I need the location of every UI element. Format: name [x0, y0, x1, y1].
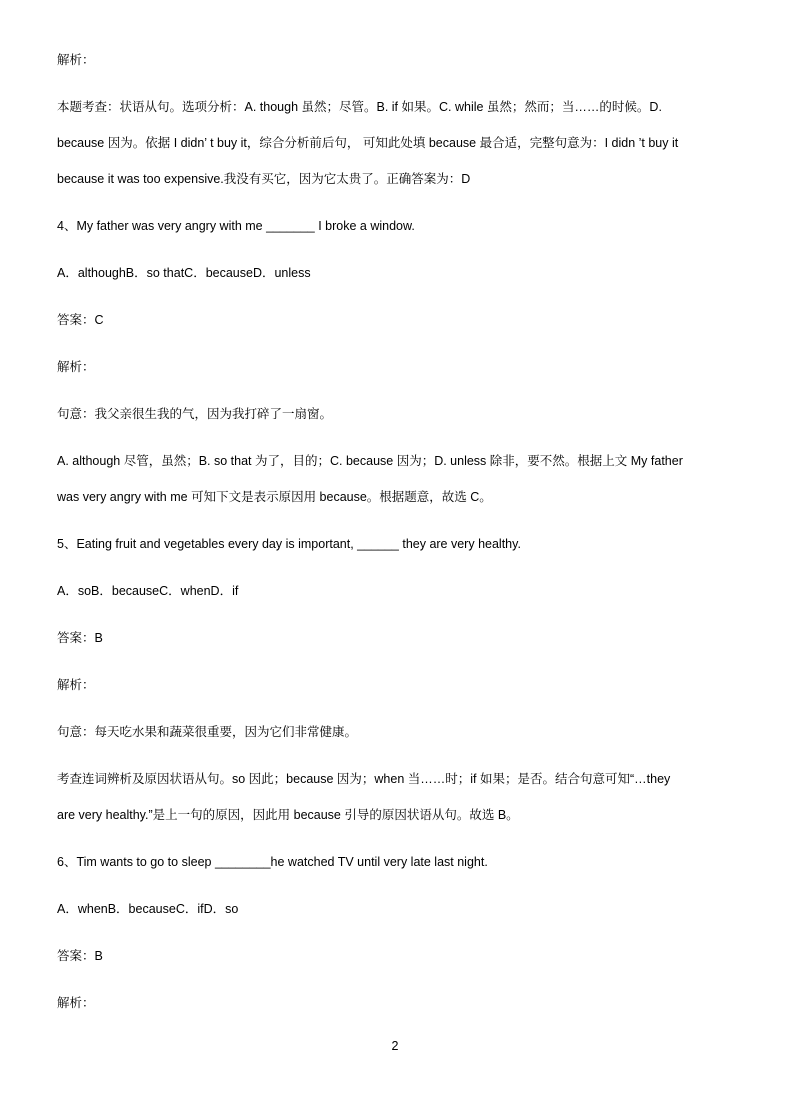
explanation-line: because it was too expensive.我没有买它，因为它太贵了。正确答案为：D	[57, 172, 471, 186]
explanation-line: A. although 尽管，虽然；B. so that 为了，目的；C. because 因为；D. unless 除非，要不然。根据上文 My father	[57, 454, 683, 468]
question-6: 6、Tim wants to go to sleep ________he watched TV until very late last night.	[57, 855, 488, 869]
explanation-line: 句意：每天吃水果和蔬菜很重要，因为它们非常健康。	[57, 725, 358, 739]
explanation-line: because 因为。依据 I didn’ t buy it，综合分析前后句， 可知此处填 because 最合适，完整句意为：I didn ’t buy it	[57, 136, 679, 150]
question-4: 4、My father was very angry with me _______ I broke a window.	[57, 219, 415, 233]
question-5-options: A．soB．becauseC．whenD．if	[57, 584, 239, 598]
analysis-label: 解析：	[57, 53, 95, 67]
question-6-answer: 答案：B	[57, 949, 103, 963]
question-5: 5、Eating fruit and vegetables every day is important, ______ they are very healthy.	[57, 537, 521, 551]
explanation-line: 句意：我父亲很生我的气，因为我打碎了一扇窗。	[57, 407, 333, 421]
analysis-label: 解析：	[57, 360, 95, 374]
analysis-label: 解析：	[57, 996, 95, 1010]
analysis-label: 解析：	[57, 678, 95, 692]
explanation-line: 本题考查：状语从句。选项分析：A. though 虽然；尽管。B. if 如果。C. while 虽然；然而；当……的时候。D.	[57, 100, 662, 114]
explanation-line: 考查连词辨析及原因状语从句。so 因此；because 因为；when 当……时；if 如果；是否。结合句意可知“…they	[57, 772, 671, 786]
question-5-answer: 答案：B	[57, 631, 103, 645]
page-number: 2	[391, 1039, 399, 1053]
question-6-options: A．whenB．becauseC．ifD．so	[57, 902, 239, 916]
question-4-answer: 答案：C	[57, 313, 104, 327]
explanation-line: are very healthy.”是上一句的原因，因此用 because 引导的原因状语从句。故选 B。	[57, 808, 519, 822]
explanation-line: was very angry with me 可知下文是表示原因用 because。根据题意，故选 C。	[57, 490, 492, 504]
question-4-options: A．althoughB．so thatC．becauseD．unless	[57, 266, 311, 280]
